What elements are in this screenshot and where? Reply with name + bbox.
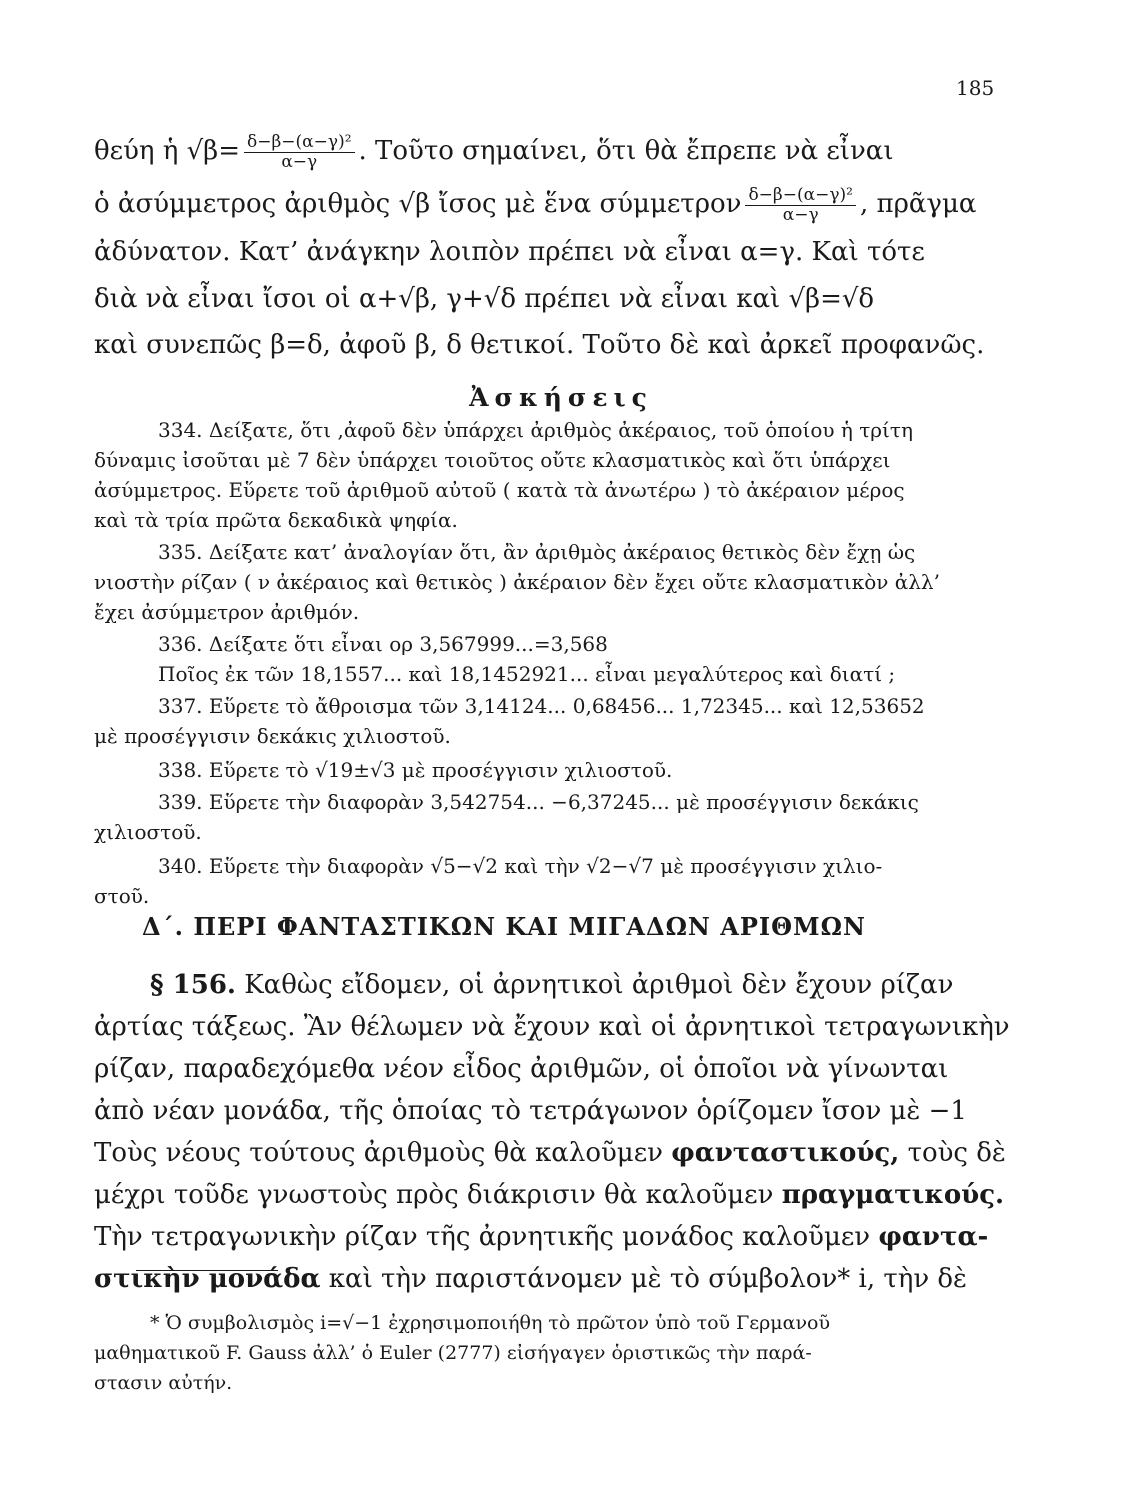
- exercise-line: μὲ προσέγγισιν δεκάκις χιλιοστοῦ.: [94, 724, 451, 748]
- term-imaginary-unit-cont: στικὴν μονάδα: [94, 1264, 321, 1294]
- fraction: $\frac{\text{δ−β−(α−γ)²}}{\alpha-\gamma}$: [244, 133, 355, 171]
- exercise-line: 335. Δείξατε κατ’ ἀναλογίαν ὅτι, ἂν ἀριθμὸς ἀκέραιος θετικὸς δὲν ἔχῃ ὡς: [158, 540, 916, 564]
- term-imaginary-unit: φαντα-: [878, 1222, 989, 1252]
- section156-line-4: ἀπὸ νέαν μονάδα, τῆς ὁποίας τὸ τετράγωνον ὁρίζομεν ἴσον μὲ −1: [94, 1096, 967, 1126]
- exercise-line: ἀσύμμετρος. Εὕρετε τοῦ ἀριθμοῦ αὐτοῦ ( κατὰ τὰ ἀνωτέρω ) τὸ ἀκέραιον μέρος: [94, 478, 905, 502]
- exercise-line: χιλιοστοῦ.: [94, 820, 202, 844]
- footnote-line: στασιν αὐτήν.: [94, 1372, 233, 1394]
- footnote-divider: [136, 1270, 278, 1271]
- exercise-line: 334. Δείξατε, ὅτι ,ἀφοῦ δὲν ὑπάρχει ἀριθμὸς ἀκέραιος, τοῦ ὁποίου ἡ τρίτη: [158, 418, 913, 442]
- section156-line-2: ἀρτίας τάξεως. Ἂν θέλωμεν νὰ ἔχουν καὶ οἱ ἀρνητικοὶ τετραγωνικὴν: [94, 1012, 1010, 1042]
- exercise-line: ἔχει ἀσύμμετρον ἀριθμόν.: [94, 600, 360, 624]
- exercise-line: δύναμις ἰσοῦται μὲ 7 δὲν ὑπάρχει τοιοῦτος οὔτε κλασματικὸς καὶ ὅτι ὑπάρχει: [94, 448, 891, 472]
- exercise-line: Ποῖος ἐκ τῶν 18,1557... καὶ 18,1452921... εἶναι μεγαλύτερος καὶ διατί ;: [158, 662, 896, 686]
- exercise-line: 340. Εὕρετε τὴν διαφορὰν √5−√2 καὶ τὴν √2−√7 μὲ προσέγγισιν χιλιο-: [158, 854, 883, 878]
- exercise-line: 338. Εὕρετε τὸ √19±√3 μὲ προσέγγισιν χιλιοστοῦ.: [158, 758, 673, 782]
- footnote-line: * Ὁ συμβολισμὸς i=√−1 ἐχρησιμοποιήθη τὸ πρῶτον ὑπὸ τοῦ Γερμανοῦ: [150, 1312, 831, 1334]
- exercises-heading: Ἀσκήσεις: [469, 383, 653, 412]
- exercise-line: καὶ τὰ τρία πρῶτα δεκαδικὰ ψηφία.: [94, 508, 458, 532]
- paragraph-number: § 156.: [150, 970, 236, 1000]
- exercise-line: 337. Εὕρετε τὸ ἄθροισμα τῶν 3,14124... 0,68456... 1,72345... καὶ 12,53652: [158, 694, 925, 718]
- footnote-line: μαθηματικοῦ F. Gauss ἀλλ’ ὁ Euler (2777) εἰσήγαγεν ὁριστικῶς τὴν παρά-: [94, 1342, 812, 1364]
- intro-line-5: καὶ συνεπῶς β=δ, ἀφοῦ β, δ θετικοί. Τοῦτο δὲ καὶ ἀρκεῖ προφανῶς.: [94, 330, 985, 360]
- page-number: 185: [956, 76, 995, 100]
- term-real: πραγματικούς.: [781, 1180, 1005, 1210]
- section156-line-3: ρίζαν, παραδεχόμεθα νέον εἶδος ἀριθμῶν, οἱ ὁποῖοι νὰ γίνωνται: [94, 1054, 949, 1084]
- intro-line-4: διὰ νὰ εἶναι ἴσοι οἱ α+√β, γ+√δ πρέπει νὰ εἶναι καὶ √β=√δ: [94, 284, 875, 314]
- section156-line-6: μέχρι τοῦδε γνωστοὺς πρὸς διάκρισιν θὰ καλοῦμεν πραγματικούς.: [94, 1180, 1005, 1210]
- intro-line-1: θεύη ἡ √β= $\frac{\text{δ−β−(α−γ)²}}{\alpha-\gamma}$ . Τοῦτο σημαίνει, ὅτι θὰ ἔπρεπε νὰ εἶναι: [94, 132, 894, 172]
- term-imaginary: φανταστικούς,: [671, 1138, 900, 1168]
- section-title: Δ΄. ΠΕΡΙ ΦΑΝΤΑΣΤΙΚΩΝ ΚΑΙ ΜΙΓΑΔΩΝ ΑΡΙΘΜΩΝ: [142, 912, 866, 941]
- intro-line-3: ἀδύνατον. Κατ’ ἀνάγκην λοιπὸν πρέπει νὰ εἶναι α=γ. Καὶ τότε: [94, 237, 925, 267]
- intro-line-2: ὁ ἀσύμμετρος ἀριθμὸς √β ἴσος μὲ ἕνα σύμμετρον $\frac{\text{δ−β−(α−γ)²}}{\alpha-\gamma}$ , πρᾶγμα: [94, 185, 977, 225]
- exercise-line: 336. Δείξατε ὅτι εἶναι ορ 3,567999...=3,568: [158, 632, 608, 656]
- section156-line-5: Τοὺς νέους τούτους ἀριθμοὺς θὰ καλοῦμεν φανταστικούς, τοὺς δὲ: [94, 1138, 1006, 1168]
- exercise-line: νιοστὴν ρίζαν ( ν ἀκέραιος καὶ θετικὸς ) ἀκέραιον δὲν ἔχει οὔτε κλασματικὸν ἀλλ’: [94, 570, 940, 594]
- section156-line-1: § 156. Καθὼς εἴδομεν, οἱ ἀρνητικοὶ ἀριθμοὶ δὲν ἔχουν ρίζαν: [150, 970, 954, 1000]
- exercise-line: 339. Εὕρετε τὴν διαφορὰν 3,542754... −6,37245... μὲ προσέγγισιν δεκάκις: [158, 790, 919, 814]
- exercise-line: στοῦ.: [94, 884, 150, 908]
- fraction: $\frac{\text{δ−β−(α−γ)²}}{\alpha-\gamma}$: [745, 186, 856, 224]
- section156-line-7: Τὴν τετραγωνικὴν ρίζαν τῆς ἀρνητικῆς μονάδος καλοῦμεν φαντα-: [94, 1222, 989, 1252]
- section156-line-8: στικὴν μονάδα καὶ τὴν παριστάνομεν μὲ τὸ σύμβολον* i, τὴν δὲ: [94, 1264, 968, 1294]
